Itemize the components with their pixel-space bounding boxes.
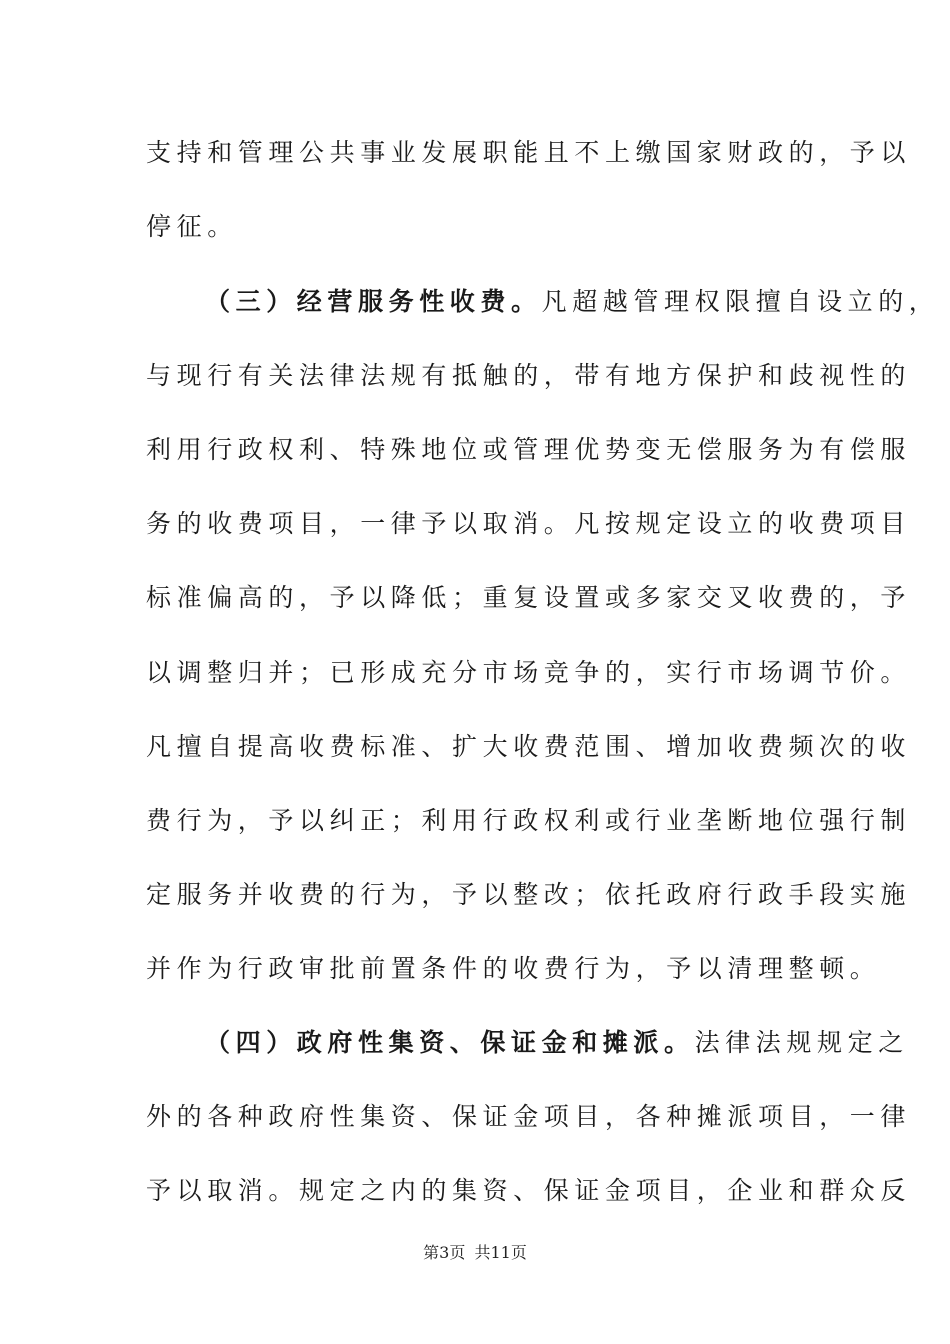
body-text-line: 凡擅自提高收费标准、扩大收费范围、增加收费频次的收 xyxy=(146,732,912,761)
body-text-line: 以调整归并；已形成充分市场竞争的，实行市场调节价。 xyxy=(146,658,912,687)
body-text-line: 并作为行政审批前置条件的收费行为，予以清理整顿。 xyxy=(146,954,881,983)
body-text-line: 支持和管理公共事业发展职能且不上缴国家财政的，予以 xyxy=(146,138,912,167)
section-paragraph-start xyxy=(205,1028,909,1058)
body-text-line: 予以取消。规定之内的集资、保证金项目，企业和群众反 xyxy=(146,1176,912,1205)
body-text-line: 费行为，予以纠正；利用行政权利或行业垄断地位强行制 xyxy=(146,806,912,835)
body-text-line: 与现行有关法律法规有抵触的，带有地方保护和歧视性的 xyxy=(146,361,912,390)
section-heading: （四）政府性集资、保证金和摊派。 xyxy=(205,1028,695,1057)
body-text-line: 利用行政权利、特殊地位或管理优势变无偿服务为有偿服 xyxy=(146,435,912,464)
body-text: 法律法规规定之 xyxy=(694,1028,909,1057)
body-text-line: 定服务并收费的行为，予以整改；依托政府行政手段实施 xyxy=(146,880,912,909)
section-heading: （三）经营服务性收费。 xyxy=(205,287,542,316)
page-footer xyxy=(0,1243,950,1263)
page-total: 共11页 xyxy=(474,1243,527,1262)
body-text-line: 标准偏高的，予以降低；重复设置或多家交叉收费的，予 xyxy=(146,583,912,612)
body-text-line: 外的各种政府性集资、保证金项目，各种摊派项目，一律 xyxy=(146,1102,912,1131)
body-text-line: 务的收费项目，一律予以取消。凡按规定设立的收费项目 xyxy=(146,509,912,538)
page-number: 第3页 xyxy=(423,1243,466,1262)
body-text: 凡超越管理权限擅自设立的， xyxy=(541,287,940,316)
section-paragraph-start xyxy=(205,287,939,317)
body-text-line: 停征。 xyxy=(146,212,238,241)
